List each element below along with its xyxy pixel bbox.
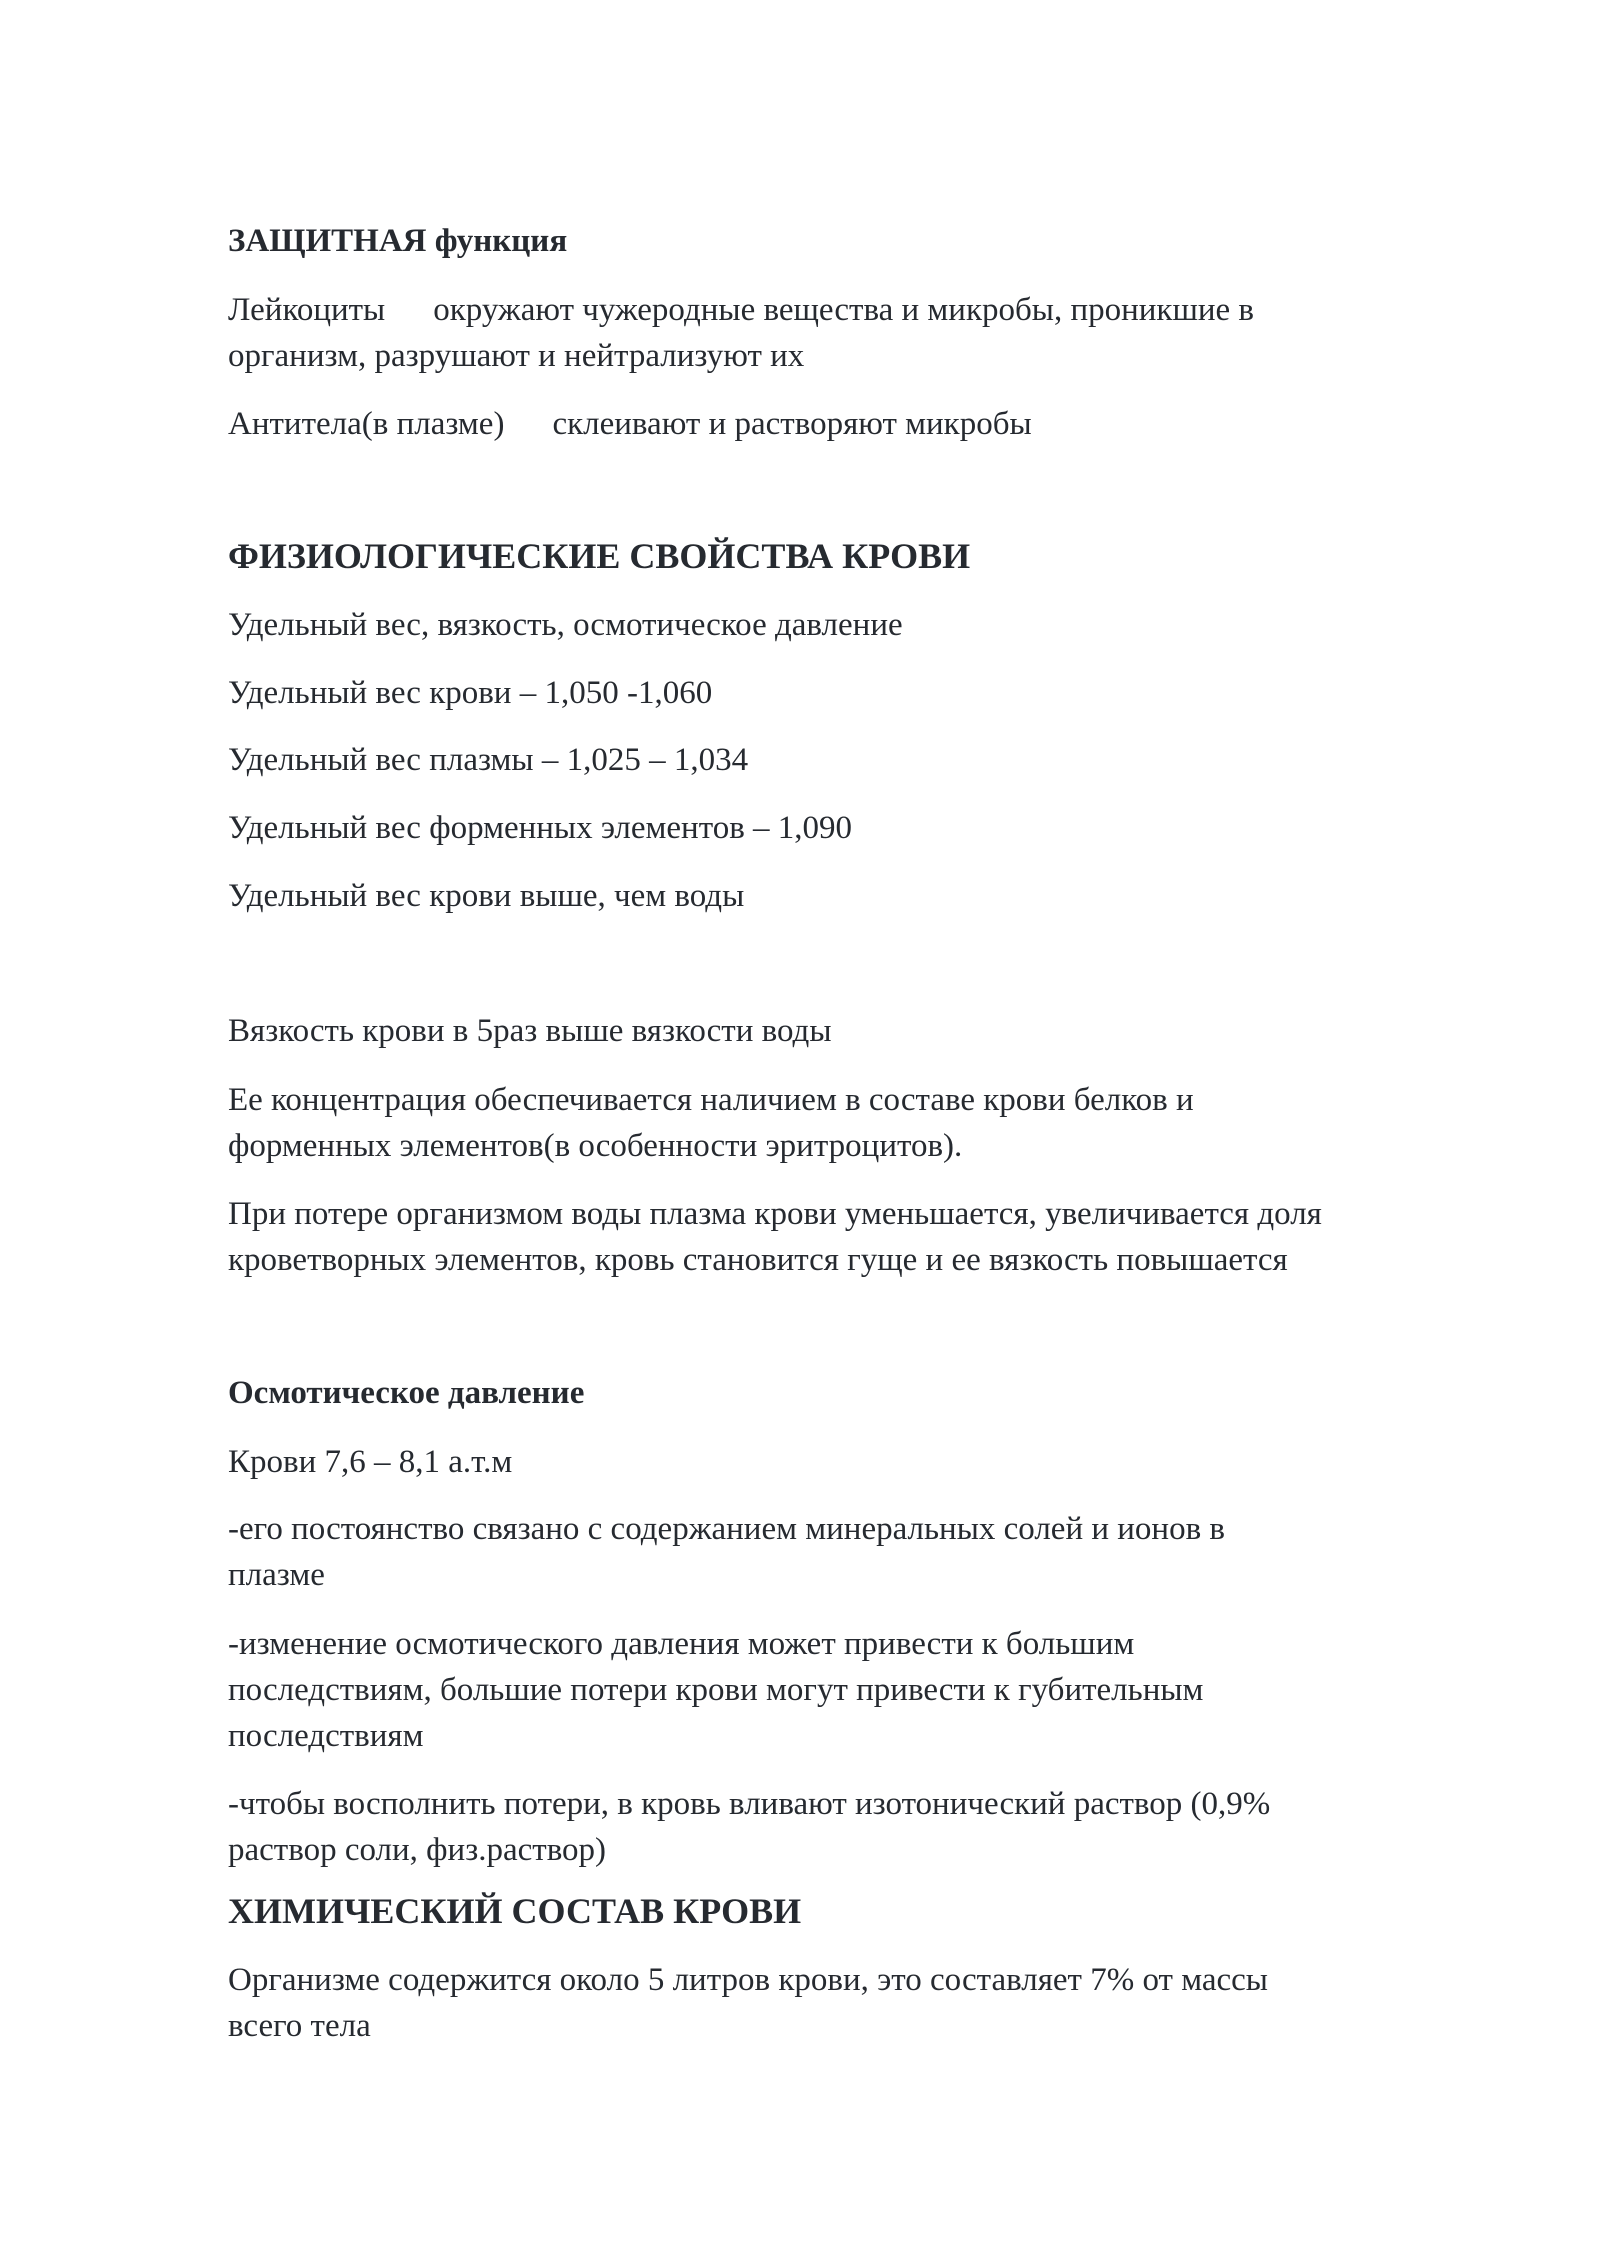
change-line-2: последствиям, большие потери крови могут привести к губительным (228, 1672, 1204, 1708)
osmotic-value-line: Крови 7,6 – 8,1 а.т.м (228, 1444, 513, 1480)
heading-rest: функция (426, 223, 568, 259)
constancy-line-2: плазме (228, 1557, 325, 1593)
heading-caps: ЗАЩИТНАЯ (228, 223, 427, 259)
replenish-line-2: раствор соли, физ.раствор) (228, 1832, 607, 1868)
leukocytes-term: Лейкоциты (228, 292, 386, 328)
physiological-line-1: Удельный вес, вязкость, осмотическое давление (228, 607, 903, 643)
heading-physiological-properties: ФИЗИОЛОГИЧЕСКИЕ СВОЙСТВА КРОВИ (228, 536, 971, 576)
physiological-line-3: Удельный вес плазмы – 1,025 – 1,034 (228, 742, 749, 778)
heading-protective-function (228, 218, 1488, 264)
change-line-3: последствиям (228, 1718, 424, 1754)
water-loss-line-2: кроветворных элементов, кровь становится гуще и ее вязкость повышается (228, 1242, 1288, 1278)
antibodies-desc: склеивают и растворяют микробы (552, 406, 1032, 442)
leukocytes-desc: окружают чужеродные вещества и микробы, проникшие в (433, 292, 1255, 328)
physiological-line-2: Удельный вес крови – 1,050 -1,060 (228, 675, 713, 711)
heading-osmotic-pressure: Осмотическое давление (228, 1375, 585, 1411)
physiological-line-5: Удельный вес крови выше, чем воды (228, 878, 745, 914)
antibodies-term: Антитела(в плазме) (228, 406, 505, 442)
constancy-line-1: -его постоянство связано с содержанием минеральных солей и ионов в (228, 1511, 1226, 1547)
leukocytes-line-1 (228, 287, 1488, 333)
physiological-line-4: Удельный вес форменных элементов – 1,090 (228, 810, 853, 846)
change-line-1: -изменение осмотического давления может привести к большим (228, 1626, 1135, 1662)
heading-chemical-composition: ХИМИЧЕСКИЙ СОСТАВ КРОВИ (228, 1891, 802, 1931)
antibodies-line (228, 401, 1488, 447)
viscosity-line: Вязкость крови в 5раз выше вязкости воды (228, 1013, 832, 1049)
concentration-line-1: Ее концентрация обеспечивается наличием в составе крови белков и (228, 1082, 1194, 1118)
leukocytes-line-2: организм, разрушают и нейтрализуют их (228, 338, 805, 374)
replenish-line-1: -чтобы восполнить потери, в кровь вливают изотонический раствор (0,9% (228, 1786, 1271, 1822)
water-loss-line-1: При потере организмом воды плазма крови уменьшается, увеличивается доля (228, 1196, 1322, 1232)
blood-volume-line-1: Организме содержится около 5 литров крови, это составляет 7% от массы (228, 1962, 1268, 1998)
blood-volume-line-2: всего тела (228, 2008, 371, 2044)
concentration-line-2: форменных элементов(в особенности эритроцитов). (228, 1128, 963, 1164)
